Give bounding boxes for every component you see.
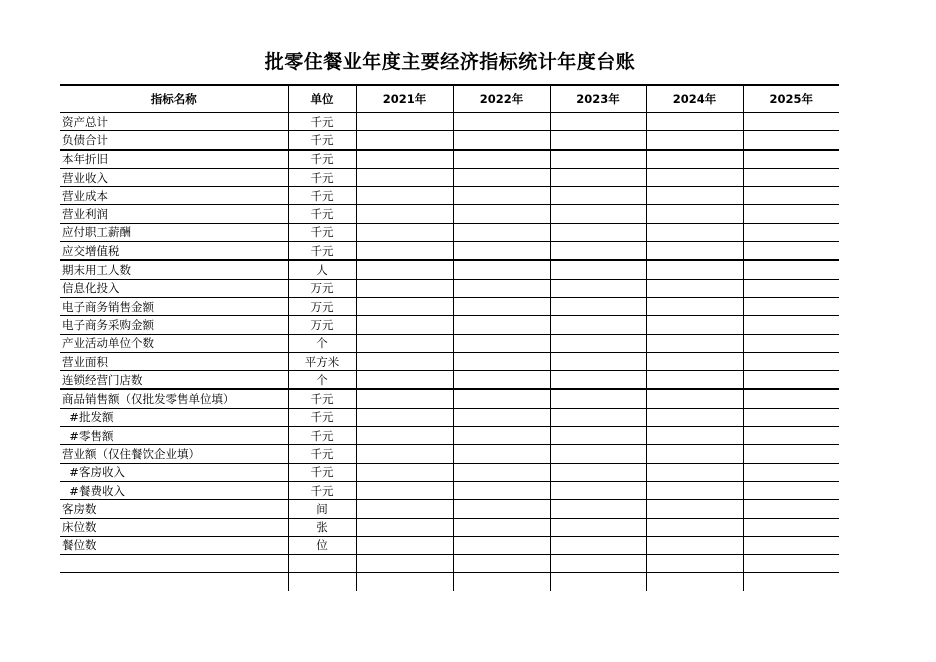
unit-cell: 个: [288, 371, 356, 390]
year-value-cell[interactable]: [453, 555, 550, 573]
year-value-cell[interactable]: [453, 352, 550, 370]
table-row: [60, 463, 839, 481]
indicator-name-cell: 电子商务采购金额: [60, 316, 288, 334]
year-value-cell[interactable]: [743, 427, 839, 445]
year-value-cell[interactable]: [356, 463, 453, 481]
year-value-cell[interactable]: [453, 408, 550, 426]
indicator-name-cell: 营业成本: [60, 187, 288, 205]
indicator-name-cell: 营业收入: [60, 168, 288, 186]
year-value-cell[interactable]: [453, 187, 550, 205]
indicator-name-cell: 资产总计: [60, 113, 288, 131]
year-value-cell[interactable]: [453, 463, 550, 481]
year-value-cell[interactable]: [356, 297, 453, 315]
year-value-cell[interactable]: [743, 297, 839, 315]
unit-cell: 间: [288, 500, 356, 518]
unit-cell: 千元: [288, 389, 356, 408]
table-row: [60, 352, 839, 370]
indicator-name-cell: 电子商务销售金额: [60, 297, 288, 315]
year-value-cell[interactable]: [550, 297, 646, 315]
year-value-cell[interactable]: [646, 260, 743, 279]
year-value-cell[interactable]: [550, 463, 646, 481]
year-value-cell[interactable]: [646, 223, 743, 241]
year-value-cell[interactable]: [550, 555, 646, 573]
table-row: [60, 334, 839, 352]
indicator-name-cell: #客房收入: [60, 463, 288, 481]
year-value-cell[interactable]: [356, 168, 453, 186]
year-value-cell[interactable]: [646, 389, 743, 408]
unit-cell: 千元: [288, 113, 356, 131]
year-value-cell[interactable]: [453, 168, 550, 186]
indicator-name-cell: 应付职工薪酬: [60, 223, 288, 241]
year-value-cell[interactable]: [550, 500, 646, 518]
unit-cell: 千元: [288, 427, 356, 445]
indicator-name-cell: 负债合计: [60, 131, 288, 150]
year-value-cell[interactable]: [743, 187, 839, 205]
year-value-cell[interactable]: [550, 187, 646, 205]
table-row: [60, 113, 839, 131]
year-value-cell[interactable]: [646, 371, 743, 390]
indicator-name-cell: 产业活动单位个数: [60, 334, 288, 352]
year-value-cell[interactable]: [550, 279, 646, 297]
year-value-cell[interactable]: [453, 223, 550, 241]
year-value-cell[interactable]: [356, 352, 453, 370]
year-value-cell[interactable]: [356, 408, 453, 426]
year-value-cell[interactable]: [356, 555, 453, 573]
year-value-cell[interactable]: [453, 242, 550, 261]
year-value-cell[interactable]: [646, 187, 743, 205]
year-value-cell[interactable]: [646, 150, 743, 169]
year-value-cell[interactable]: [646, 463, 743, 481]
year-value-cell[interactable]: [646, 427, 743, 445]
year-value-cell[interactable]: [646, 352, 743, 370]
table-row: [60, 573, 839, 591]
year-value-cell[interactable]: [453, 260, 550, 279]
header-unit: 单位: [288, 85, 356, 113]
year-value-cell[interactable]: [356, 260, 453, 279]
year-value-cell[interactable]: [743, 500, 839, 518]
year-value-cell[interactable]: [453, 113, 550, 131]
table-row: [60, 316, 839, 334]
year-value-cell[interactable]: [743, 150, 839, 169]
table-row: [60, 518, 839, 536]
unit-cell: 千元: [288, 131, 356, 150]
year-value-cell[interactable]: [356, 131, 453, 150]
table-row: [60, 205, 839, 223]
year-value-cell[interactable]: [356, 445, 453, 463]
indicator-name-cell: #零售额: [60, 427, 288, 445]
year-value-cell[interactable]: [453, 481, 550, 499]
table-row: [60, 371, 839, 390]
year-value-cell[interactable]: [453, 131, 550, 150]
indicator-name-cell: 床位数: [60, 518, 288, 536]
unit-cell: 千元: [288, 168, 356, 186]
year-value-cell[interactable]: [743, 352, 839, 370]
indicator-name-cell: 营业面积: [60, 352, 288, 370]
year-value-cell[interactable]: [743, 316, 839, 334]
unit-cell: 个: [288, 334, 356, 352]
indicator-name-cell: [60, 573, 288, 591]
year-value-cell[interactable]: [356, 205, 453, 223]
indicator-name-cell: 营业利润: [60, 205, 288, 223]
header-indicator-name: 指标名称: [60, 85, 288, 113]
unit-cell: [288, 573, 356, 591]
table-row: [60, 389, 839, 408]
year-value-cell[interactable]: [743, 242, 839, 261]
year-value-cell[interactable]: [743, 334, 839, 352]
year-value-cell[interactable]: [550, 389, 646, 408]
year-value-cell[interactable]: [550, 260, 646, 279]
year-value-cell[interactable]: [453, 518, 550, 536]
unit-cell: 千元: [288, 408, 356, 426]
year-value-cell[interactable]: [646, 279, 743, 297]
page-title: 批零住餐业年度主要经济指标统计年度台账: [264, 51, 636, 73]
year-value-cell[interactable]: [453, 500, 550, 518]
year-value-cell[interactable]: [550, 205, 646, 223]
year-value-cell[interactable]: [550, 371, 646, 390]
header-year-2025: 2025年: [743, 85, 839, 113]
year-value-cell[interactable]: [356, 113, 453, 131]
year-value-cell[interactable]: [550, 131, 646, 150]
year-value-cell[interactable]: [646, 555, 743, 573]
year-value-cell[interactable]: [743, 371, 839, 390]
year-value-cell[interactable]: [743, 205, 839, 223]
indicator-name-cell: 客房数: [60, 500, 288, 518]
year-value-cell[interactable]: [743, 113, 839, 131]
unit-cell: 千元: [288, 481, 356, 499]
year-value-cell[interactable]: [743, 445, 839, 463]
year-value-cell[interactable]: [550, 445, 646, 463]
indicator-name-cell: 商品销售额（仅批发零售单位填）: [60, 389, 288, 408]
table-row: [60, 260, 839, 279]
year-value-cell[interactable]: [743, 260, 839, 279]
year-value-cell[interactable]: [356, 187, 453, 205]
table-row: [60, 500, 839, 518]
year-value-cell[interactable]: [453, 316, 550, 334]
year-value-cell[interactable]: [743, 481, 839, 499]
unit-cell: 千元: [288, 150, 356, 169]
indicator-name-cell: #餐费收入: [60, 481, 288, 499]
year-value-cell[interactable]: [646, 131, 743, 150]
header-year-2021: 2021年: [356, 85, 453, 113]
table-row: [60, 481, 839, 499]
year-value-cell[interactable]: [550, 536, 646, 554]
indicator-name-cell: 连锁经营门店数: [60, 371, 288, 390]
year-value-cell[interactable]: [743, 463, 839, 481]
year-value-cell[interactable]: [356, 279, 453, 297]
unit-cell: 平方米: [288, 352, 356, 370]
table-row: [60, 297, 839, 315]
year-value-cell[interactable]: [743, 223, 839, 241]
table-row: [60, 168, 839, 186]
year-value-cell[interactable]: [550, 242, 646, 261]
year-value-cell[interactable]: [550, 334, 646, 352]
indicator-name-cell: [60, 555, 288, 573]
ledger-table: [60, 84, 839, 591]
year-value-cell[interactable]: [356, 334, 453, 352]
year-value-cell[interactable]: [743, 131, 839, 150]
header-year-2024: 2024年: [646, 85, 743, 113]
year-value-cell[interactable]: [356, 389, 453, 408]
year-value-cell[interactable]: [453, 297, 550, 315]
year-value-cell[interactable]: [743, 518, 839, 536]
indicator-name-cell: 信息化投入: [60, 279, 288, 297]
table-row: [60, 187, 839, 205]
header-year-2022: 2022年: [453, 85, 550, 113]
year-value-cell[interactable]: [356, 500, 453, 518]
year-value-cell[interactable]: [550, 150, 646, 169]
year-value-cell[interactable]: [453, 334, 550, 352]
indicator-name-cell: 餐位数: [60, 536, 288, 554]
unit-cell: 位: [288, 536, 356, 554]
year-value-cell[interactable]: [646, 242, 743, 261]
year-value-cell[interactable]: [356, 242, 453, 261]
year-value-cell[interactable]: [453, 573, 550, 591]
year-value-cell[interactable]: [356, 316, 453, 334]
indicator-name-cell: 本年折旧: [60, 150, 288, 169]
year-value-cell[interactable]: [356, 223, 453, 241]
year-value-cell[interactable]: [550, 408, 646, 426]
year-value-cell[interactable]: [550, 481, 646, 499]
year-value-cell[interactable]: [550, 573, 646, 591]
year-value-cell[interactable]: [646, 205, 743, 223]
year-value-cell[interactable]: [550, 427, 646, 445]
table-row: [60, 555, 839, 573]
unit-cell: 万元: [288, 297, 356, 315]
unit-cell: 千元: [288, 445, 356, 463]
year-value-cell[interactable]: [453, 389, 550, 408]
year-value-cell[interactable]: [550, 316, 646, 334]
year-value-cell[interactable]: [743, 279, 839, 297]
unit-cell: 千元: [288, 242, 356, 261]
year-value-cell[interactable]: [646, 334, 743, 352]
unit-cell: 万元: [288, 279, 356, 297]
year-value-cell[interactable]: [453, 150, 550, 169]
year-value-cell[interactable]: [356, 536, 453, 554]
year-value-cell[interactable]: [646, 518, 743, 536]
header-year-2023: 2023年: [550, 85, 646, 113]
table-row: [60, 131, 839, 150]
year-value-cell[interactable]: [453, 279, 550, 297]
year-value-cell[interactable]: [453, 445, 550, 463]
indicator-name-cell: 应交增值税: [60, 242, 288, 261]
unit-cell: 千元: [288, 187, 356, 205]
year-value-cell[interactable]: [356, 481, 453, 499]
year-value-cell[interactable]: [743, 536, 839, 554]
year-value-cell[interactable]: [646, 573, 743, 591]
unit-cell: 人: [288, 260, 356, 279]
year-value-cell[interactable]: [646, 481, 743, 499]
table-row: [60, 150, 839, 169]
year-value-cell[interactable]: [646, 408, 743, 426]
unit-cell: [288, 555, 356, 573]
year-value-cell[interactable]: [743, 573, 839, 591]
year-value-cell[interactable]: [646, 113, 743, 131]
table-row: [60, 279, 839, 297]
year-value-cell[interactable]: [356, 427, 453, 445]
indicator-name-cell: 期末用工人数: [60, 260, 288, 279]
year-value-cell[interactable]: [453, 371, 550, 390]
table-row: [60, 242, 839, 261]
year-value-cell[interactable]: [356, 573, 453, 591]
unit-cell: 千元: [288, 463, 356, 481]
year-value-cell[interactable]: [356, 371, 453, 390]
table-row: [60, 536, 839, 554]
year-value-cell[interactable]: [646, 316, 743, 334]
year-value-cell[interactable]: [550, 352, 646, 370]
year-value-cell[interactable]: [550, 518, 646, 536]
table-row: [60, 445, 839, 463]
year-value-cell[interactable]: [743, 389, 839, 408]
year-value-cell[interactable]: [743, 555, 839, 573]
year-value-cell[interactable]: [453, 205, 550, 223]
unit-cell: 千元: [288, 223, 356, 241]
year-value-cell[interactable]: [453, 427, 550, 445]
year-value-cell[interactable]: [646, 536, 743, 554]
unit-cell: 万元: [288, 316, 356, 334]
unit-cell: 张: [288, 518, 356, 536]
table-row: [60, 408, 839, 426]
indicator-name-cell: #批发额: [60, 408, 288, 426]
year-value-cell[interactable]: [646, 445, 743, 463]
year-value-cell[interactable]: [356, 150, 453, 169]
year-value-cell[interactable]: [646, 500, 743, 518]
header-row: [60, 85, 839, 113]
year-value-cell[interactable]: [743, 408, 839, 426]
year-value-cell[interactable]: [356, 518, 453, 536]
year-value-cell[interactable]: [743, 168, 839, 186]
indicator-name-cell: 营业额（仅住餐饮企业填）: [60, 445, 288, 463]
year-value-cell[interactable]: [550, 168, 646, 186]
table-row: [60, 223, 839, 241]
year-value-cell[interactable]: [453, 536, 550, 554]
unit-cell: 千元: [288, 205, 356, 223]
year-value-cell[interactable]: [550, 113, 646, 131]
year-value-cell[interactable]: [646, 297, 743, 315]
table-row: [60, 427, 839, 445]
year-value-cell[interactable]: [550, 223, 646, 241]
year-value-cell[interactable]: [646, 168, 743, 186]
